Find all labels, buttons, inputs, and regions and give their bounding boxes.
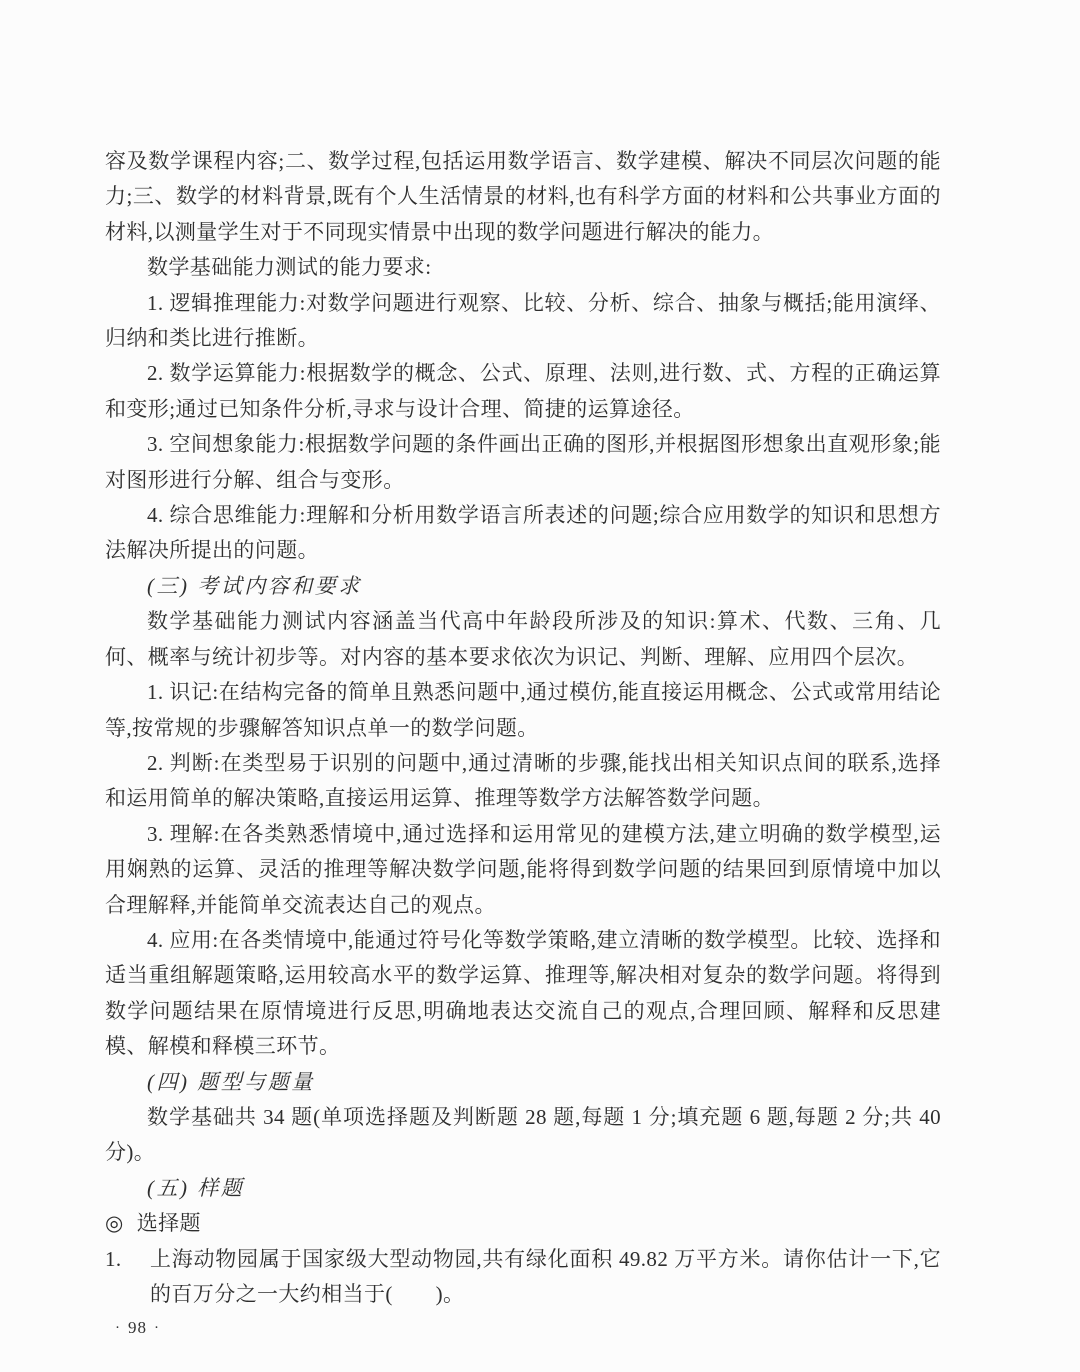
choice-question-section-label [105,1206,941,1241]
footer-left-dot: · [115,1320,121,1336]
heading-section-5-sample-questions: (五) 样题 [147,1175,245,1200]
ability-item-math-operation: 2. 数学运算能力:根据数学的概念、公式、原理、法则,进行数、式、方程的正确运算和变形;通过已知条件分析,寻求与设计合理、简捷的运算途径。 [105,361,941,421]
ability-item-spatial-imagination: 3. 空间想象能力:根据数学问题的条件画出正确的图形,并根据图形想象出直观形象;能对图形进行分解、组合与变形。 [105,432,941,492]
question-number: 1. [105,1246,122,1271]
para-continued-from-previous-page: 容及数学课程内容;二、数学过程,包括运用数学语言、数学建模、解决不同层次问题的能力;三、数学的材料背景,既有个人生活情景的材料,也有科学方面的材料和公共事业方面的材料,以测量学生对于不同现实情景中出现的数学问题进行解决的能力。 [105,149,941,244]
ability-item-comprehensive-thinking: 4. 综合思维能力:理解和分析用数学语言所表述的问题;综合应用数学的知识和思想方法解决所提出的问题。 [105,503,941,563]
choice-section-label-text: 选择题 [136,1211,201,1236]
level-item-memorize: 1. 识记:在结构完备的简单且熟悉问题中,通过模仿,能直接运用概念、公式或常用结论等,按常规的步骤解答知识点单一的数学问题。 [105,680,941,740]
heading-section-3-exam-content: (三) 考试内容和要求 [147,573,362,598]
text-block [105,144,941,1312]
sample-question-1 [105,1242,941,1313]
bullseye-icon: ◎ [105,1211,124,1236]
level-item-judge: 2. 判断:在类型易于识别的问题中,通过清晰的步骤,能找出相关知识点间的联系,选择和运用简单的解决策略,直接运用运算、推理等数学方法解答数学问题。 [105,750,941,811]
page-number-value: 98 [128,1318,147,1337]
level-item-apply: 4. 应用:在各类情境中,能通过符号化等数学策略,建立清晰的数学模型。比较、选择和适当重组解题策略,运用较高水平的数学运算、推理等,解决相对复杂的数学问题。将得到数学问题结果在原情境进行反思,明确地表达交流自己的观点,合理回顾、解释和反思建模、解模和释模三环节。 [105,927,941,1059]
question-text: 上海动物园属于国家级大型动物园,共有绿化面积 49.82 万平方米。请你估计一下,它的百万分之一大约相当于( )。 [150,1246,941,1306]
para-exam-content-overview: 数学基础能力测试内容涵盖当代高中年龄段所涉及的知识:算术、代数、三角、几何、概率与统计初步等。对内容的基本要求依次为识记、判断、理解、应用四个层次。 [105,609,941,669]
footer-right-dot: · [154,1320,160,1336]
page-number [108,1318,167,1338]
level-item-understand: 3. 理解:在各类熟悉情境中,通过选择和运用常见的建模方法,建立明确的数学模型,运用娴熟的运算、灵活的推理等解决数学问题,能将得到数学问题的结果回到原情境中加以合理解释,并能简单交流表达自己的观点。 [105,821,941,917]
heading-section-4-question-types: (四) 题型与题量 [147,1069,315,1094]
para-ability-requirements-intro: 数学基础能力测试的能力要求: [147,255,432,280]
ability-item-logical-reasoning: 1. 逻辑推理能力:对数学问题进行观察、比较、分析、综合、抽象与概括;能用演绎、归纳和类比进行推断。 [105,290,941,351]
para-question-counts: 数学基础共 34 题(单项选择题及判断题 28 题,每题 1 分;填充题 6 题,每题 2 分;共 40 分)。 [105,1104,941,1165]
